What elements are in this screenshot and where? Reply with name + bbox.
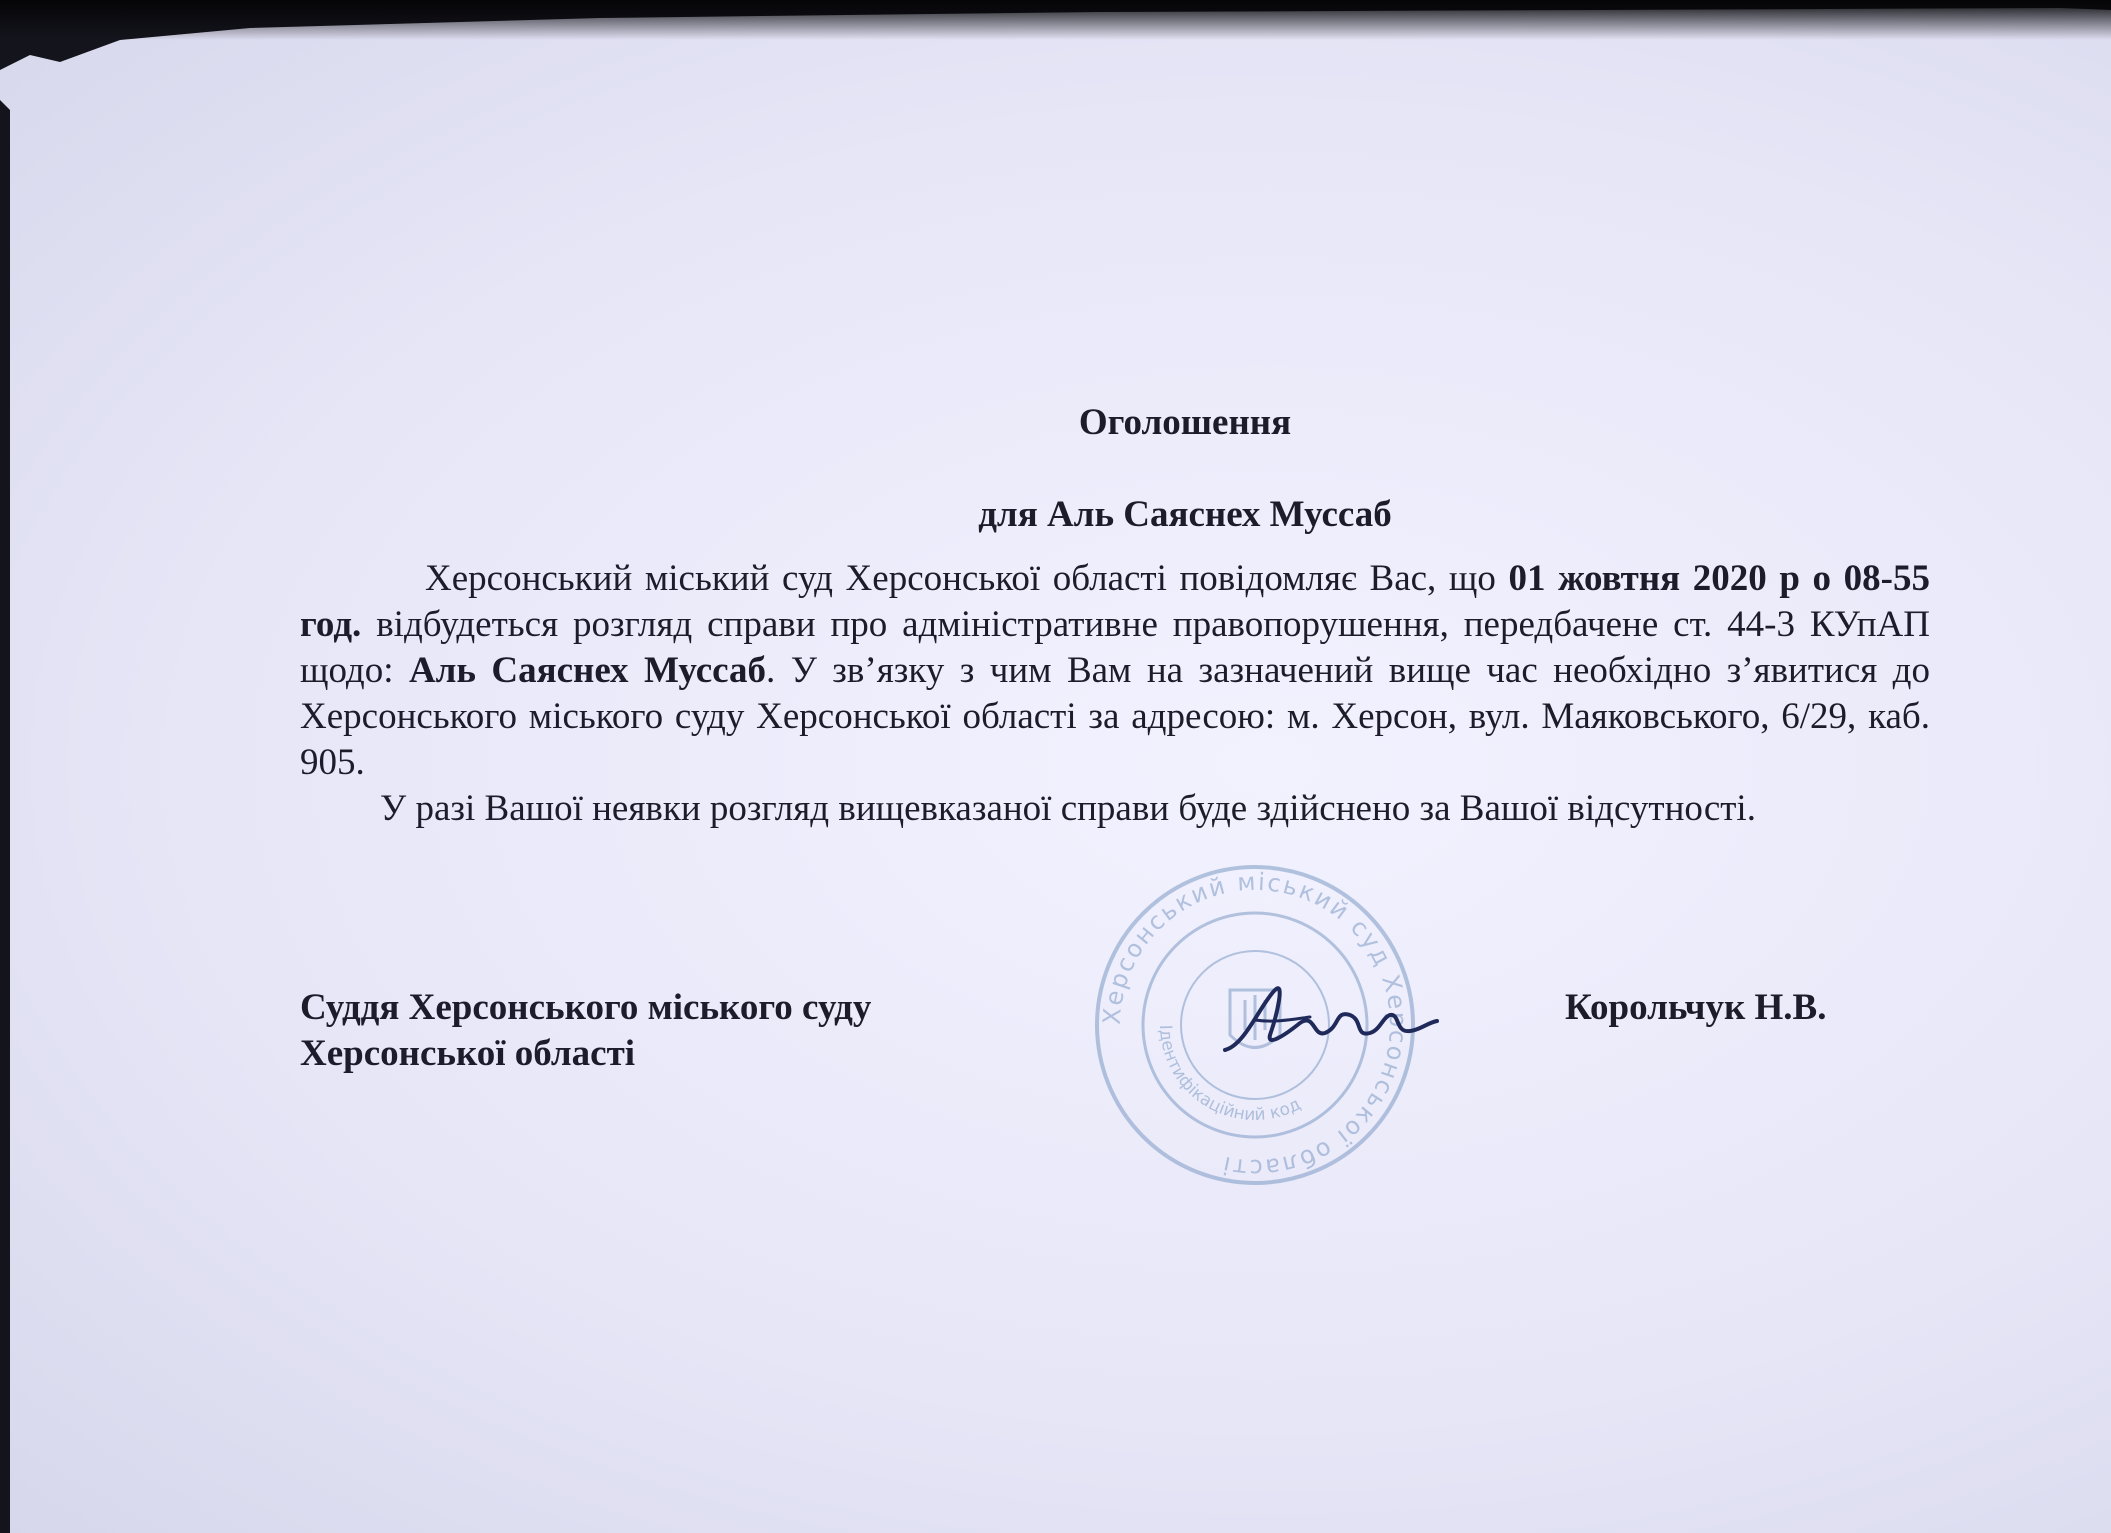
background-shadow [0,0,2111,40]
judge-position-line2: Херсонської області [300,1033,636,1074]
judge-position-line1: Суддя Херсонського міського суду [300,987,872,1028]
hearing-datetime: 01 жовтня 2020 р о 08-55 год. [300,558,1930,645]
judge-signature [1215,975,1445,1065]
notice-body [300,400,1930,832]
addressee-line: для Аль Саяснех Муссаб [978,494,1392,535]
judge-name: Корольчук Н.В. [1565,987,1827,1028]
hearing-middle: відбудеться розгляд справи про адміністративне правопорушення, передбачене ст. 44-3 КУпАП щодо: [300,604,1930,691]
hearing-intro: Херсонський міський суд Херсонської області повідомляє Вас, що [425,558,1509,599]
hearing-paragraph [300,556,1930,786]
stamp-outer-text: Херсонський міський суд Херсонської області [1097,867,1413,1183]
absence-paragraph: У разі Вашої неявки розгляд вищевказаної справи буде здійснено за Вашої відсутності. [380,788,1756,829]
defendant-name: Аль Саяснех Муссаб [408,650,767,691]
hearing-end: . У зв’язку з чим Вам на зазначений вище час необхідно з’явитися до Херсонського міського суду Херсонської області за адресою: м. Херсон, вул. Маяковського, 6/29, каб. 905. [300,650,1930,783]
document-title: Оголошення [1078,402,1292,443]
judge-position [300,985,1060,1077]
stamp-inner-text: Ідентифікаційний код [1154,1024,1304,1126]
